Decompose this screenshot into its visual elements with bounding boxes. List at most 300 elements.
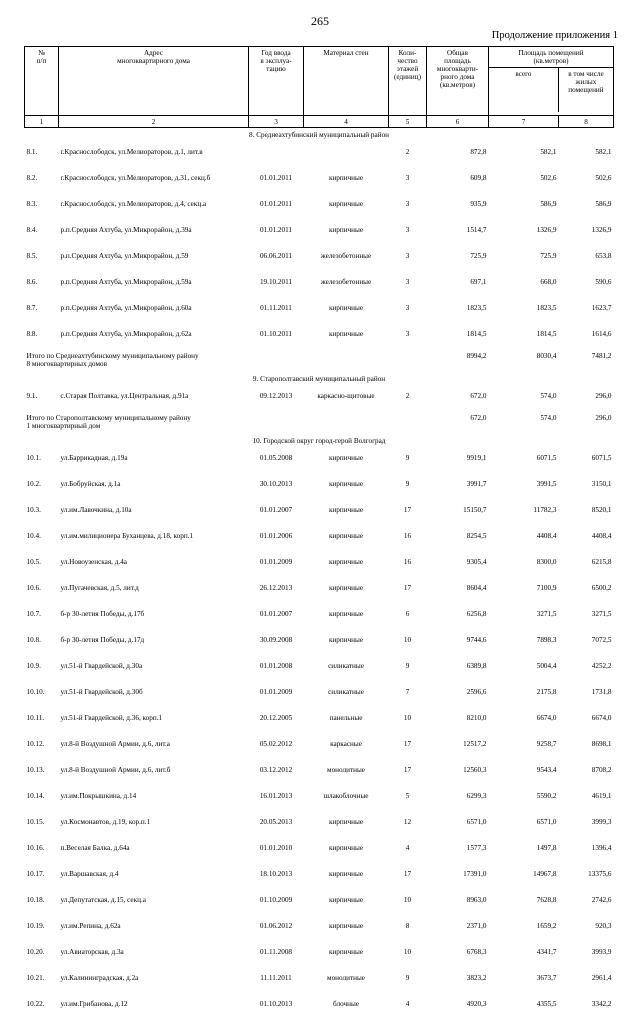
row-material: силикатные (304, 682, 389, 708)
row-material: монолитные (304, 968, 389, 994)
row-floors: 10 (389, 942, 427, 968)
header-num: № п/п (25, 47, 59, 116)
row-material: блочные (304, 994, 389, 1020)
row-material: кирпичные (304, 474, 389, 500)
row-floors: 3 (389, 220, 427, 246)
row-area-all: 5590,2 (489, 786, 559, 812)
row-floors: 3 (389, 272, 427, 298)
row-floors: 9 (389, 656, 427, 682)
row-address: ул.Пугачевская, д.5, лит.д (59, 578, 249, 604)
row-address: б-р 30-летия Победы, д.17д (59, 630, 249, 656)
row-year: 01.01.2007 (249, 604, 304, 630)
row-total-area: 3823,2 (427, 968, 489, 994)
row-floors: 10 (389, 630, 427, 656)
row-area-all: 502,6 (489, 168, 559, 194)
table-row (25, 194, 614, 220)
row-number: 10.4. (25, 526, 59, 552)
row-area-all: 9543,4 (489, 760, 559, 786)
row-area-all: 7100,9 (489, 578, 559, 604)
row-total-area: 9744,6 (427, 630, 489, 656)
row-number: 10.3. (25, 500, 59, 526)
row-address: ул.им.Грибанова, д.12 (59, 994, 249, 1020)
row-floors: 2 (389, 386, 427, 412)
table-row (25, 272, 614, 298)
row-area-all: 1823,5 (489, 298, 559, 324)
row-number: 10.7. (25, 604, 59, 630)
row-year: 18.10.2013 (249, 864, 304, 890)
row-address: г.Краснослободск, ул.Мелиораторов, д.1, лит.в (59, 142, 249, 168)
row-area-all: 668,0 (489, 272, 559, 298)
row-area-living: 2961,4 (559, 968, 614, 994)
table-row (25, 630, 614, 656)
row-material: кирпичные (304, 220, 389, 246)
row-area-living: 7072,5 (559, 630, 614, 656)
table-row (25, 916, 614, 942)
row-area-all: 1497,8 (489, 838, 559, 864)
total-row (25, 412, 614, 434)
row-year: 01.01.2007 (249, 500, 304, 526)
section-row (25, 128, 614, 143)
row-total-area: 935,9 (427, 194, 489, 220)
header-living: в том числе жилых помещений (559, 68, 613, 112)
row-address: ул.Варшавская, д.4 (59, 864, 249, 890)
total-label: Итого по Старополтавскому муниципальному району 1 многоквартирный дом (25, 412, 427, 434)
section-row (25, 372, 614, 386)
row-material: каркасные (304, 734, 389, 760)
row-address: б-р 30-летия Победы, д.17б (59, 604, 249, 630)
row-area-all: 3271,5 (489, 604, 559, 630)
row-year: 30.10.2013 (249, 474, 304, 500)
row-material: кирпичные (304, 298, 389, 324)
row-year: 01.10.2013 (249, 994, 304, 1020)
row-area-living: 6215,8 (559, 552, 614, 578)
column-number: 4 (304, 116, 389, 128)
section-title: 9. Старополтавский муниципальный район (25, 372, 614, 386)
total-area: 8994,2 (427, 350, 489, 372)
row-year: 26.12.2013 (249, 578, 304, 604)
column-number: 5 (389, 116, 427, 128)
row-area-all: 7898,3 (489, 630, 559, 656)
row-total-area: 1577,3 (427, 838, 489, 864)
row-floors: 3 (389, 298, 427, 324)
row-year: 05.02.2012 (249, 734, 304, 760)
row-area-living: 3342,2 (559, 994, 614, 1020)
row-area-living: 8708,2 (559, 760, 614, 786)
row-number: 8.6. (25, 272, 59, 298)
row-area-living: 1623,7 (559, 298, 614, 324)
column-number: 2 (59, 116, 249, 128)
row-address: ул.им.Репина, д.62а (59, 916, 249, 942)
table-row (25, 760, 614, 786)
row-area-living: 1326,9 (559, 220, 614, 246)
header-floors: Коли- чество этажей (единиц) (389, 47, 427, 116)
table-row (25, 968, 614, 994)
row-area-all: 574,0 (489, 386, 559, 412)
row-number: 8.1. (25, 142, 59, 168)
row-number: 10.18. (25, 890, 59, 916)
table-row (25, 682, 614, 708)
total-area-living: 296,0 (559, 412, 614, 434)
column-numbers-row (25, 116, 614, 128)
row-number: 10.16. (25, 838, 59, 864)
row-total-area: 8963,0 (427, 890, 489, 916)
row-year: 19.10.2011 (249, 272, 304, 298)
table-row (25, 812, 614, 838)
row-number: 10.8. (25, 630, 59, 656)
row-total-area: 2371,0 (427, 916, 489, 942)
row-area-living: 582,1 (559, 142, 614, 168)
row-floors: 10 (389, 890, 427, 916)
column-number: 8 (559, 116, 614, 128)
row-area-living: 13375,6 (559, 864, 614, 890)
row-total-area: 6389,8 (427, 656, 489, 682)
row-address: ул.51-й Гвардейской, д.30а (59, 656, 249, 682)
row-address: ул.им.милиционера Буханцева, д.18, корп.1 (59, 526, 249, 552)
row-year: 01.01.2011 (249, 220, 304, 246)
row-material: кирпичные (304, 890, 389, 916)
total-area: 672,0 (427, 412, 489, 434)
row-address: ул.Депутатская, д.15, секц.а (59, 890, 249, 916)
table-row (25, 604, 614, 630)
row-number: 10.20. (25, 942, 59, 968)
row-material: кирпичные (304, 168, 389, 194)
row-floors: 17 (389, 734, 427, 760)
row-total-area: 6256,8 (427, 604, 489, 630)
row-address: ул.Авиаторская, д.3а (59, 942, 249, 968)
row-year: 20.05.2013 (249, 812, 304, 838)
row-area-living: 586,9 (559, 194, 614, 220)
row-total-area: 12517,2 (427, 734, 489, 760)
header-address: Адрес многоквартирного дома (59, 47, 249, 116)
row-number: 10.10. (25, 682, 59, 708)
row-total-area: 609,8 (427, 168, 489, 194)
row-total-area: 4920,3 (427, 994, 489, 1020)
row-material: кирпичные (304, 916, 389, 942)
row-area-living: 3993,9 (559, 942, 614, 968)
row-area-living: 3999,3 (559, 812, 614, 838)
row-address: г.Краснослободск, ул.Мелиораторов, д.31, секц.б (59, 168, 249, 194)
row-address: р.п.Средняя Ахтуба, ул.Микрорайон, д.59 (59, 246, 249, 272)
table-row (25, 552, 614, 578)
row-address: р.п.Средняя Ахтуба, ул.Микрорайон, д.59а (59, 272, 249, 298)
row-floors: 16 (389, 552, 427, 578)
row-material: кирпичные (304, 864, 389, 890)
row-address: ул.им.Покрышкина, д.14 (59, 786, 249, 812)
row-address: п.Веселая Балка, д.64а (59, 838, 249, 864)
column-number: 7 (489, 116, 559, 128)
section-title: 8. Среднеахтубинский муниципальный район (25, 128, 614, 143)
row-material: кирпичные (304, 812, 389, 838)
row-material: железобетонные (304, 246, 389, 272)
row-area-all: 4341,7 (489, 942, 559, 968)
header-material: Материал стен (304, 47, 389, 116)
row-area-living: 590,6 (559, 272, 614, 298)
header-total-area: Общая площадь многокварти- рного дома (кв.метров) (427, 47, 489, 116)
table-row (25, 324, 614, 350)
row-floors: 8 (389, 916, 427, 942)
row-floors: 7 (389, 682, 427, 708)
row-material: кирпичные (304, 552, 389, 578)
row-area-all: 725,9 (489, 246, 559, 272)
table-row (25, 474, 614, 500)
row-year: 09.12.2013 (249, 386, 304, 412)
row-year: 01.05.2008 (249, 448, 304, 474)
row-address: ул.Космонавтов, д.19, кор.п.1 (59, 812, 249, 838)
row-total-area: 672,0 (427, 386, 489, 412)
row-area-living: 6500,2 (559, 578, 614, 604)
row-year: 30.09.2008 (249, 630, 304, 656)
row-material: монолитные (304, 760, 389, 786)
row-address: ул.им.Лавочкина, д.10а (59, 500, 249, 526)
table-row (25, 656, 614, 682)
row-material: силикатные (304, 656, 389, 682)
row-material: кирпичные (304, 324, 389, 350)
row-area-all: 8300,0 (489, 552, 559, 578)
table-row (25, 864, 614, 890)
row-number: 10.22. (25, 994, 59, 1020)
table-row (25, 220, 614, 246)
row-year: 01.10.2009 (249, 890, 304, 916)
row-area-all: 1659,2 (489, 916, 559, 942)
row-material: кирпичные (304, 838, 389, 864)
row-area-all: 14967,8 (489, 864, 559, 890)
table-row (25, 386, 614, 412)
row-year: 01.01.2006 (249, 526, 304, 552)
header-premises: Площадь помещений (кв.метров) (489, 47, 613, 68)
row-area-all: 3673,7 (489, 968, 559, 994)
row-number: 10.19. (25, 916, 59, 942)
row-area-living: 3271,5 (559, 604, 614, 630)
row-number: 10.5. (25, 552, 59, 578)
page-number: 265 (0, 14, 640, 29)
row-number: 10.11. (25, 708, 59, 734)
row-area-living: 1731,8 (559, 682, 614, 708)
column-number: 3 (249, 116, 304, 128)
row-material: шлакоблочные (304, 786, 389, 812)
row-material: кирпичные (304, 942, 389, 968)
row-material: железобетонные (304, 272, 389, 298)
column-number: 1 (25, 116, 59, 128)
row-material (304, 142, 389, 168)
section-title: 10. Городской округ город-герой Волгоград (25, 434, 614, 448)
total-area-living: 7481,2 (559, 350, 614, 372)
row-area-all: 1326,9 (489, 220, 559, 246)
row-area-all: 6571,0 (489, 812, 559, 838)
table-row (25, 578, 614, 604)
row-floors: 17 (389, 500, 427, 526)
row-area-living: 502,6 (559, 168, 614, 194)
row-number: 10.9. (25, 656, 59, 682)
row-number: 8.3. (25, 194, 59, 220)
row-area-all: 11782,3 (489, 500, 559, 526)
table-row (25, 142, 614, 168)
column-number: 6 (427, 116, 489, 128)
row-area-all: 7628,8 (489, 890, 559, 916)
row-address: ул.8-й Воздушной Армии, д.6, лит.б (59, 760, 249, 786)
row-floors: 6 (389, 604, 427, 630)
section-row (25, 434, 614, 448)
row-address: р.п.Средняя Ахтуба, ул.Микрорайон, д.62а (59, 324, 249, 350)
table-row (25, 994, 614, 1020)
row-material: кирпичные (304, 448, 389, 474)
table-row (25, 298, 614, 324)
row-floors: 3 (389, 168, 427, 194)
row-floors: 9 (389, 448, 427, 474)
row-number: 8.2. (25, 168, 59, 194)
row-floors: 9 (389, 474, 427, 500)
row-year: 01.01.2010 (249, 838, 304, 864)
row-material: кирпичные (304, 630, 389, 656)
row-area-all: 4355,5 (489, 994, 559, 1020)
row-number: 10.17. (25, 864, 59, 890)
row-material: каркасно-щитовые (304, 386, 389, 412)
row-address: ул.Баррикадная, д.19а (59, 448, 249, 474)
row-address: г.Краснослободск, ул.Мелиораторов, д.4, секц.а (59, 194, 249, 220)
total-row (25, 350, 614, 372)
row-year: 03.12.2012 (249, 760, 304, 786)
row-floors: 3 (389, 246, 427, 272)
row-year: 01.11.2011 (249, 298, 304, 324)
row-material: кирпичные (304, 604, 389, 630)
row-address: с.Старая Полтавка, ул.Центральная, д.91а (59, 386, 249, 412)
row-area-living: 2742,6 (559, 890, 614, 916)
table-row (25, 246, 614, 272)
row-floors: 17 (389, 578, 427, 604)
row-area-living: 6674,0 (559, 708, 614, 734)
row-area-living: 4408,4 (559, 526, 614, 552)
row-address: р.п.Средняя Ахтуба, ул.Микрорайон, д.60а (59, 298, 249, 324)
row-total-area: 6571,0 (427, 812, 489, 838)
row-year: 01.01.2011 (249, 168, 304, 194)
header-premises-group (489, 47, 614, 116)
row-address: ул.51-й Гвардейской, д.30б (59, 682, 249, 708)
total-label: Итого по Среднеахтубинскому муниципальному району 8 многоквартирных домов (25, 350, 427, 372)
row-area-living: 8520,1 (559, 500, 614, 526)
row-address: ул.51-й Гвардейской, д.36, корп.1 (59, 708, 249, 734)
table-row (25, 734, 614, 760)
row-floors: 16 (389, 526, 427, 552)
row-floors: 3 (389, 324, 427, 350)
table-body (25, 128, 614, 1020)
row-area-all: 2175,8 (489, 682, 559, 708)
row-area-living: 653,8 (559, 246, 614, 272)
table-row (25, 500, 614, 526)
row-address: ул.Бобруйская, д.1а (59, 474, 249, 500)
row-total-area: 725,9 (427, 246, 489, 272)
row-total-area: 8604,4 (427, 578, 489, 604)
row-total-area: 697,1 (427, 272, 489, 298)
row-total-area: 2596,6 (427, 682, 489, 708)
row-floors: 2 (389, 142, 427, 168)
row-address: ул.Калининградская, д.2а (59, 968, 249, 994)
row-floors: 4 (389, 994, 427, 1020)
row-total-area: 8210,0 (427, 708, 489, 734)
table-row (25, 168, 614, 194)
row-number: 10.14. (25, 786, 59, 812)
row-area-all: 9258,7 (489, 734, 559, 760)
row-number: 10.21. (25, 968, 59, 994)
row-area-living: 3150,1 (559, 474, 614, 500)
header-year: Год ввода в эксплуа- тацию (249, 47, 304, 116)
row-number: 10.15. (25, 812, 59, 838)
row-number: 9.1. (25, 386, 59, 412)
table-row (25, 448, 614, 474)
row-total-area: 3991,7 (427, 474, 489, 500)
table-row (25, 942, 614, 968)
row-area-all: 6674,0 (489, 708, 559, 734)
row-year: 01.06.2012 (249, 916, 304, 942)
header-all: всего (489, 68, 559, 112)
row-address: ул.8-й Воздушной Армии, д.6, лит.а (59, 734, 249, 760)
row-number: 10.2. (25, 474, 59, 500)
row-number: 10.13. (25, 760, 59, 786)
row-area-all: 582,1 (489, 142, 559, 168)
row-total-area: 1814,5 (427, 324, 489, 350)
row-area-all: 5004,4 (489, 656, 559, 682)
row-total-area: 6299,3 (427, 786, 489, 812)
housing-table (24, 46, 614, 1020)
row-floors: 9 (389, 968, 427, 994)
row-floors: 4 (389, 838, 427, 864)
row-area-living: 296,0 (559, 386, 614, 412)
row-total-area: 12560,3 (427, 760, 489, 786)
row-area-all: 6071,5 (489, 448, 559, 474)
row-number: 10.6. (25, 578, 59, 604)
total-area-all: 8030,4 (489, 350, 559, 372)
row-area-all: 3991,5 (489, 474, 559, 500)
row-number: 8.4. (25, 220, 59, 246)
row-total-area: 15150,7 (427, 500, 489, 526)
row-year: 20.12.2005 (249, 708, 304, 734)
row-total-area: 1823,5 (427, 298, 489, 324)
row-area-all: 586,9 (489, 194, 559, 220)
row-area-living: 8698,1 (559, 734, 614, 760)
table-row (25, 526, 614, 552)
row-year (249, 142, 304, 168)
row-total-area: 17391,0 (427, 864, 489, 890)
row-floors: 10 (389, 708, 427, 734)
row-area-living: 920,3 (559, 916, 614, 942)
row-floors: 12 (389, 812, 427, 838)
row-number: 10.12. (25, 734, 59, 760)
row-year: 11.11.2011 (249, 968, 304, 994)
table-row (25, 786, 614, 812)
row-area-living: 4252,2 (559, 656, 614, 682)
row-floors: 17 (389, 864, 427, 890)
row-year: 01.01.2009 (249, 552, 304, 578)
row-year: 01.10.2011 (249, 324, 304, 350)
row-area-living: 6071,5 (559, 448, 614, 474)
row-material: кирпичные (304, 578, 389, 604)
row-number: 8.5. (25, 246, 59, 272)
row-number: 8.8. (25, 324, 59, 350)
total-area-all: 574,0 (489, 412, 559, 434)
row-area-living: 4619,1 (559, 786, 614, 812)
row-total-area: 9919,1 (427, 448, 489, 474)
row-address: ул.Новоузенская, д.4а (59, 552, 249, 578)
row-number: 8.7. (25, 298, 59, 324)
row-number: 10.1. (25, 448, 59, 474)
row-total-area: 1514,7 (427, 220, 489, 246)
table-row (25, 708, 614, 734)
row-year: 01.11.2008 (249, 942, 304, 968)
row-floors: 5 (389, 786, 427, 812)
row-material: панельные (304, 708, 389, 734)
row-year: 01.01.2009 (249, 682, 304, 708)
row-floors: 17 (389, 760, 427, 786)
row-area-living: 1614,6 (559, 324, 614, 350)
row-material: кирпичные (304, 526, 389, 552)
